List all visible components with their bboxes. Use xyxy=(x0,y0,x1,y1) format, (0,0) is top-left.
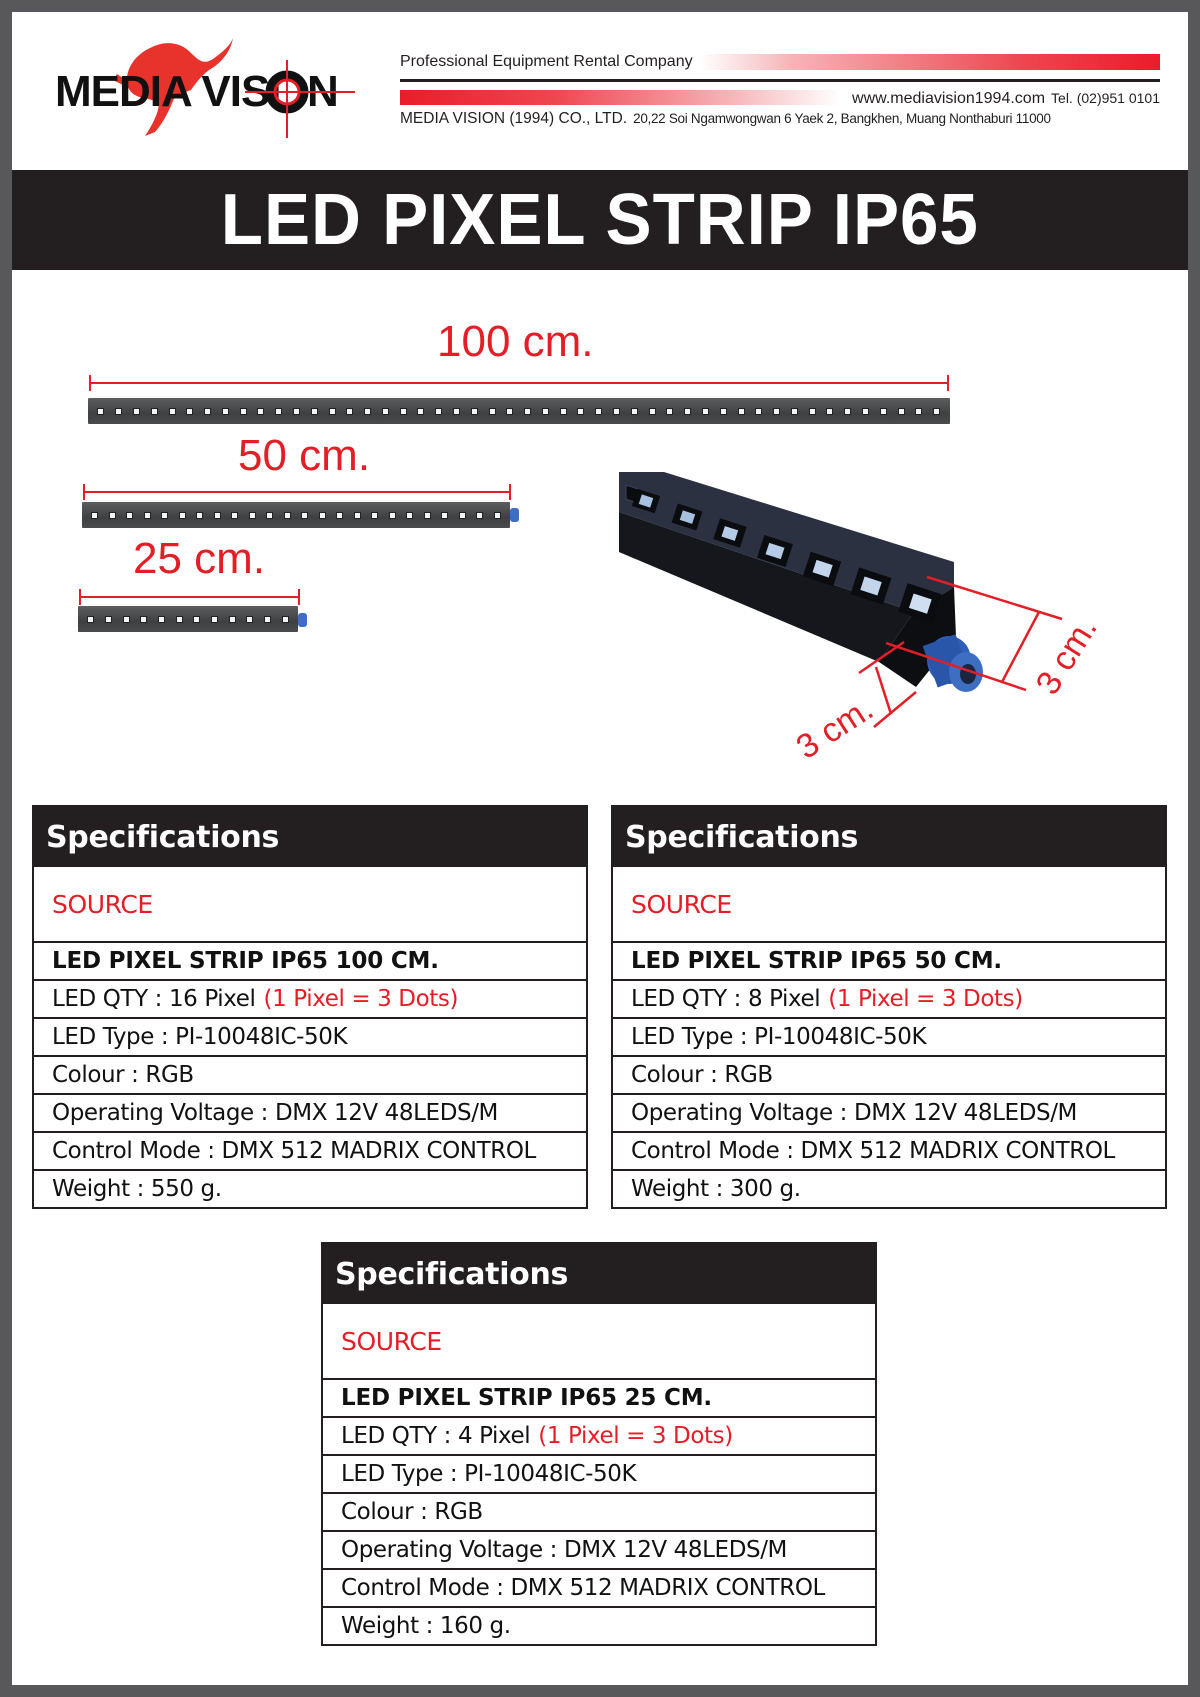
contact-info xyxy=(852,88,1160,109)
spec-led-type: LED Type : PI-10048IC-50K xyxy=(34,1017,586,1055)
spec-weight: Weight : 300 g. xyxy=(613,1169,1165,1207)
led-dot-icon xyxy=(862,408,869,415)
dimension-line-100 xyxy=(89,382,949,384)
led-dot-icon xyxy=(506,408,513,415)
spec-colour: Colour : RGB xyxy=(613,1055,1165,1093)
led-dot-icon xyxy=(738,408,745,415)
led-dot-icon xyxy=(211,616,218,623)
spec-table-header: Specifications xyxy=(323,1244,875,1304)
led-dot-icon xyxy=(720,408,727,415)
led-dot-icon xyxy=(144,512,151,519)
led-dot-icon xyxy=(613,408,620,415)
led-dot-icon xyxy=(329,408,336,415)
dimension-line-50 xyxy=(83,491,511,493)
led-dot-icon xyxy=(364,408,371,415)
red-gradient-bar xyxy=(700,54,1160,70)
led-qty-value: LED QTY : 8 Pixel xyxy=(631,986,821,1012)
led-dot-icon xyxy=(222,408,229,415)
led-qty-value: LED QTY : 16 Pixel xyxy=(52,986,256,1012)
led-dot-icon xyxy=(169,408,176,415)
spec-led-type: LED Type : PI-10048IC-50K xyxy=(613,1017,1165,1055)
led-dot-icon xyxy=(524,408,531,415)
led-dot-icon xyxy=(809,408,816,415)
led-dot-icon xyxy=(176,616,183,623)
tagline: Professional Equipment Rental Company xyxy=(400,52,699,72)
dimension-tick xyxy=(298,589,300,605)
spec-led-qty xyxy=(34,979,586,1017)
led-qty-note: (1 Pixel = 3 Dots) xyxy=(538,1423,733,1449)
led-dot-icon xyxy=(336,512,343,519)
led-dot-icon xyxy=(151,408,158,415)
height-dimension-label: 3 cm. xyxy=(1028,610,1105,702)
led-dot-icon xyxy=(844,408,851,415)
red-gradient-bar-reverse xyxy=(400,90,840,105)
led-dot-icon xyxy=(231,512,238,519)
dimension-tick xyxy=(89,375,91,391)
led-dot-icon xyxy=(702,408,709,415)
led-dot-icon xyxy=(97,408,104,415)
led-dot-icon xyxy=(389,512,396,519)
source-label: SOURCE xyxy=(631,889,732,919)
led-dot-icon xyxy=(105,616,112,623)
company-address: 20,22 Soi Ngamwongwan 6 Yaek 2, Bangkhen, Muang Nonthaburi 11000 xyxy=(633,111,1051,126)
spec-voltage: Operating Voltage : DMX 12V 48LEDS/M xyxy=(613,1093,1165,1131)
led-dot-icon xyxy=(494,512,501,519)
spec-model: LED PIXEL STRIP IP65 100 CM. xyxy=(34,941,586,979)
company-name: MEDIA VISION (1994) CO., LTD. xyxy=(400,110,628,127)
led-qty-value: LED QTY : 4 Pixel xyxy=(341,1423,531,1449)
led-strip-25cm-image xyxy=(78,606,298,632)
led-dot-icon xyxy=(577,408,584,415)
led-dot-icon xyxy=(311,408,318,415)
led-dot-icon xyxy=(826,408,833,415)
led-dot-icon xyxy=(204,408,211,415)
led-dot-icon xyxy=(400,408,407,415)
led-dot-icon xyxy=(140,616,147,623)
led-dot-icon xyxy=(126,512,133,519)
led-dot-icon xyxy=(284,512,291,519)
source-label: SOURCE xyxy=(341,1326,442,1356)
spec-table-25cm xyxy=(321,1242,877,1646)
led-dot-icon xyxy=(196,512,203,519)
led-dot-icon xyxy=(249,512,256,519)
spec-table-100cm xyxy=(32,805,588,1209)
width-dimension-label: 3 cm. xyxy=(789,689,881,767)
spec-weight: Weight : 550 g. xyxy=(34,1169,586,1207)
led-dot-icon xyxy=(459,512,466,519)
led-dot-icon xyxy=(453,408,460,415)
svg-text:MEDIA VISI: MEDIA VISI xyxy=(55,67,281,116)
led-dot-icon xyxy=(354,512,361,519)
led-dot-icon xyxy=(915,408,922,415)
led-dot-icon xyxy=(476,512,483,519)
source-label: SOURCE xyxy=(52,889,153,919)
led-dot-icon xyxy=(406,512,413,519)
title-band xyxy=(12,170,1188,270)
led-qty-note: (1 Pixel = 3 Dots) xyxy=(263,986,459,1012)
led-dot-icon xyxy=(214,512,221,519)
led-dot-icon xyxy=(246,616,253,623)
led-dot-icon xyxy=(115,408,122,415)
led-strip-100cm-image xyxy=(88,398,950,424)
led-dot-icon xyxy=(229,616,236,623)
led-dot-icon xyxy=(275,408,282,415)
connector-icon xyxy=(510,508,519,522)
dimension-label-100: 100 cm. xyxy=(437,317,594,366)
led-dot-icon xyxy=(773,408,780,415)
dimension-line-25 xyxy=(79,596,299,598)
spec-control-mode: Control Mode : DMX 512 MADRIX CONTROL xyxy=(613,1131,1165,1169)
led-dot-icon xyxy=(91,512,98,519)
led-dot-icon xyxy=(346,408,353,415)
led-dot-icon xyxy=(257,408,264,415)
led-dot-icon xyxy=(301,512,308,519)
led-dot-icon xyxy=(264,616,271,623)
svg-text:N: N xyxy=(307,67,339,116)
led-dot-icon xyxy=(542,408,549,415)
led-dot-icon xyxy=(435,408,442,415)
spec-voltage: Operating Voltage : DMX 12V 48LEDS/M xyxy=(323,1530,875,1568)
led-dot-icon xyxy=(880,408,887,415)
strip-closeup-image xyxy=(604,462,1124,772)
led-dot-icon xyxy=(371,512,378,519)
led-dot-icon xyxy=(293,408,300,415)
led-dot-icon xyxy=(595,408,602,415)
media-vision-logo xyxy=(55,26,365,151)
led-dot-icon xyxy=(417,408,424,415)
tagline-row xyxy=(400,52,1160,72)
dimension-label-25: 25 cm. xyxy=(133,534,266,583)
spec-table-header: Specifications xyxy=(613,807,1165,867)
led-dot-icon xyxy=(179,512,186,519)
led-dot-icon xyxy=(266,512,273,519)
led-dot-icon xyxy=(193,616,200,623)
led-dot-icon xyxy=(666,408,673,415)
page-title: LED PIXEL STRIP IP65 xyxy=(220,180,980,260)
led-dot-icon xyxy=(649,408,656,415)
led-strip-50cm-image xyxy=(82,502,510,528)
led-dot-icon xyxy=(240,408,247,415)
spec-control-mode: Control Mode : DMX 512 MADRIX CONTROL xyxy=(323,1568,875,1606)
spec-table-header: Specifications xyxy=(34,807,586,867)
led-dot-icon xyxy=(898,408,905,415)
spec-colour: Colour : RGB xyxy=(34,1055,586,1093)
led-dot-icon xyxy=(560,408,567,415)
website-link[interactable]: www.mediavision1994.com xyxy=(852,90,1046,107)
spec-model: LED PIXEL STRIP IP65 25 CM. xyxy=(323,1378,875,1416)
led-dot-icon xyxy=(471,408,478,415)
dimension-tick xyxy=(83,484,85,500)
led-dot-icon xyxy=(161,512,168,519)
spec-colour: Colour : RGB xyxy=(323,1492,875,1530)
led-dot-icon xyxy=(755,408,762,415)
spec-model: LED PIXEL STRIP IP65 50 CM. xyxy=(613,941,1165,979)
dimension-label-50: 50 cm. xyxy=(238,431,371,480)
phone-number: Tel. (02)951 0101 xyxy=(1051,90,1160,106)
header-divider xyxy=(400,79,1160,82)
led-dot-icon xyxy=(631,408,638,415)
led-dot-icon xyxy=(123,616,130,623)
led-dot-icon xyxy=(87,616,94,623)
spec-control-mode: Control Mode : DMX 512 MADRIX CONTROL xyxy=(34,1131,586,1169)
led-dot-icon xyxy=(424,512,431,519)
contact-row xyxy=(400,88,1160,108)
connector-icon xyxy=(298,613,307,627)
led-dot-icon xyxy=(933,408,940,415)
spec-led-type: LED Type : PI-10048IC-50K xyxy=(323,1454,875,1492)
led-dot-icon xyxy=(133,408,140,415)
spec-sheet xyxy=(12,12,1188,1685)
led-qty-note: (1 Pixel = 3 Dots) xyxy=(828,986,1023,1012)
led-dot-icon xyxy=(382,408,389,415)
address-row xyxy=(400,109,1160,129)
dimension-tick xyxy=(509,484,511,500)
spec-table-50cm xyxy=(611,805,1167,1209)
led-dot-icon xyxy=(109,512,116,519)
spec-led-qty xyxy=(613,979,1165,1017)
led-dot-icon xyxy=(158,616,165,623)
spec-voltage: Operating Voltage : DMX 12V 48LEDS/M xyxy=(34,1093,586,1131)
spec-led-qty xyxy=(323,1416,875,1454)
led-dot-icon xyxy=(684,408,691,415)
led-dot-icon xyxy=(791,408,798,415)
led-dot-icon xyxy=(282,616,289,623)
led-dot-icon xyxy=(441,512,448,519)
spec-weight: Weight : 160 g. xyxy=(323,1606,875,1644)
dimension-tick xyxy=(79,589,81,605)
dimension-tick xyxy=(947,375,949,391)
led-dot-icon xyxy=(186,408,193,415)
led-dot-icon xyxy=(319,512,326,519)
led-dot-icon xyxy=(489,408,496,415)
